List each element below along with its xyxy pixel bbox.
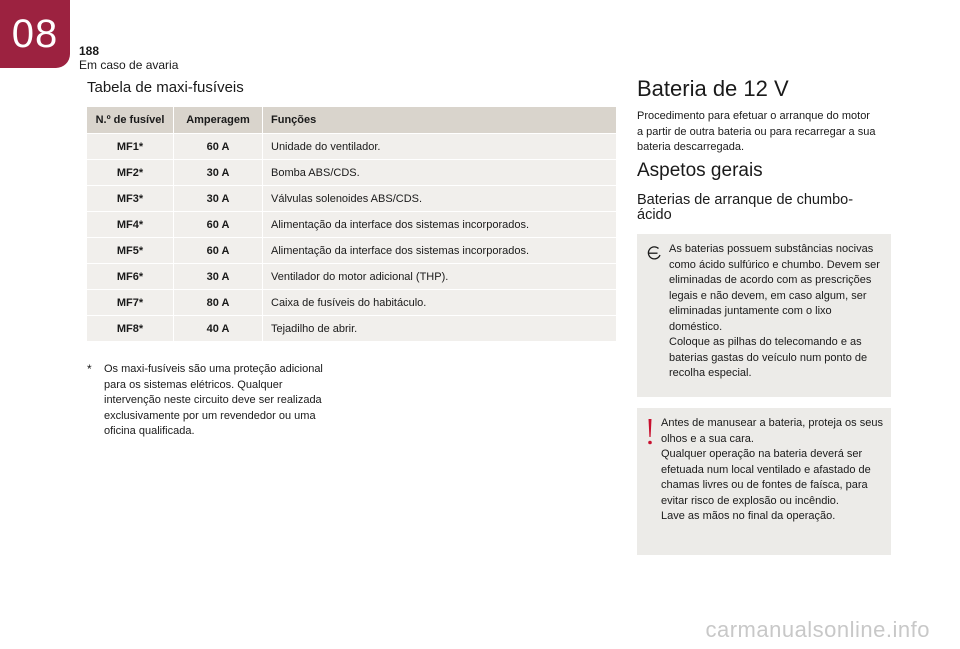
fuse-amperage: 30 A — [174, 264, 263, 289]
general-section-title: Aspetos gerais — [637, 160, 763, 181]
table-row — [87, 290, 616, 315]
warning-note-box — [637, 408, 891, 555]
column-header-number: N.º de fusível — [87, 107, 174, 133]
table-row — [87, 316, 616, 341]
table-row — [87, 238, 616, 263]
fuse-number: MF3* — [87, 186, 174, 211]
fuse-number: MF5* — [87, 238, 174, 263]
chapter-tab: 08 — [0, 0, 70, 68]
fuse-function: Ventilador do motor adicional (THP). — [263, 264, 616, 289]
watermark-text: carmanualsonline.info — [705, 617, 930, 642]
lead-acid-subtitle: Baterias de arranque de chumbo-ácido — [637, 192, 854, 223]
fuse-number: MF6* — [87, 264, 174, 289]
warning-note-text: Antes de manusear a bateria, proteja os seus olhos e a sua cara. Qualquer operação na bateria deverá ser efetuada num local ventilado e afastado de chamas livres ou de fontes de faísca, para evitar risco de explosão ou incêndio. Lave as mãos no final da operação. — [661, 417, 883, 522]
column-header-functions: Funções — [263, 107, 616, 133]
column-header-amperage: Amperagem — [174, 107, 263, 133]
environment-note-box — [637, 234, 891, 397]
fuse-number: MF2* — [87, 160, 174, 185]
fuse-number: MF4* — [87, 212, 174, 237]
page-section-title: Em caso de avaria — [79, 58, 179, 72]
fuse-function: Válvulas solenoides ABS/CDS. — [263, 186, 616, 211]
fuse-footnote — [87, 362, 337, 440]
page-number: 188 — [79, 44, 100, 58]
environment-note-text: As baterias possuem substâncias nocivas como ácido sulfúrico e chumbo. Devem ser eliminadas de acordo com as prescrições legais e não devem, em caso algum, ser eliminadas juntamente com o lixo doméstico. Coloque as pilhas do telecomando e as baterias gastas do veículo num ponto de recolha especial. — [669, 243, 880, 379]
fuse-amperage: 60 A — [174, 238, 263, 263]
fuse-function: Caixa de fusíveis do habitáculo. — [263, 290, 616, 315]
table-row — [87, 186, 616, 211]
table-header-row — [87, 107, 616, 133]
eco-leaf-icon — [645, 244, 663, 268]
table-row — [87, 134, 616, 159]
battery-intro: Procedimento para efetuar o arranque do motor a partir de outra bateria ou para recarregar a sua bateria descarregada. — [637, 110, 876, 153]
table-row — [87, 160, 616, 185]
fuse-table — [87, 106, 616, 342]
footnote-marker: * — [87, 362, 92, 376]
fuse-amperage: 30 A — [174, 186, 263, 211]
fuse-amperage: 80 A — [174, 290, 263, 315]
fuse-amperage: 60 A — [174, 212, 263, 237]
footnote-text: Os maxi-fusíveis são uma proteção adicional para os sistemas elétricos. Qualquer intervenção neste circuito deve ser realizada exclusivamente por um revendedor ou uma oficina qualificada. — [104, 363, 323, 437]
battery-section-title: Bateria de 12 V — [637, 76, 789, 101]
table-row — [87, 212, 616, 237]
fuse-function: Bomba ABS/CDS. — [263, 160, 616, 185]
fuse-function: Tejadilho de abrir. — [263, 316, 616, 341]
fuse-amperage: 40 A — [174, 316, 263, 341]
fuse-function: Unidade do ventilador. — [263, 134, 616, 159]
fuse-number: MF8* — [87, 316, 174, 341]
fuse-table-heading: Tabela de maxi-fusíveis — [87, 79, 244, 96]
fuse-number: MF1* — [87, 134, 174, 159]
fuse-number: MF7* — [87, 290, 174, 315]
fuse-function: Alimentação da interface dos sistemas incorporados. — [263, 212, 616, 237]
fuse-amperage: 60 A — [174, 134, 263, 159]
exclamation-icon — [645, 418, 655, 452]
fuse-function: Alimentação da interface dos sistemas incorporados. — [263, 238, 616, 263]
fuse-amperage: 30 A — [174, 160, 263, 185]
table-row — [87, 264, 616, 289]
